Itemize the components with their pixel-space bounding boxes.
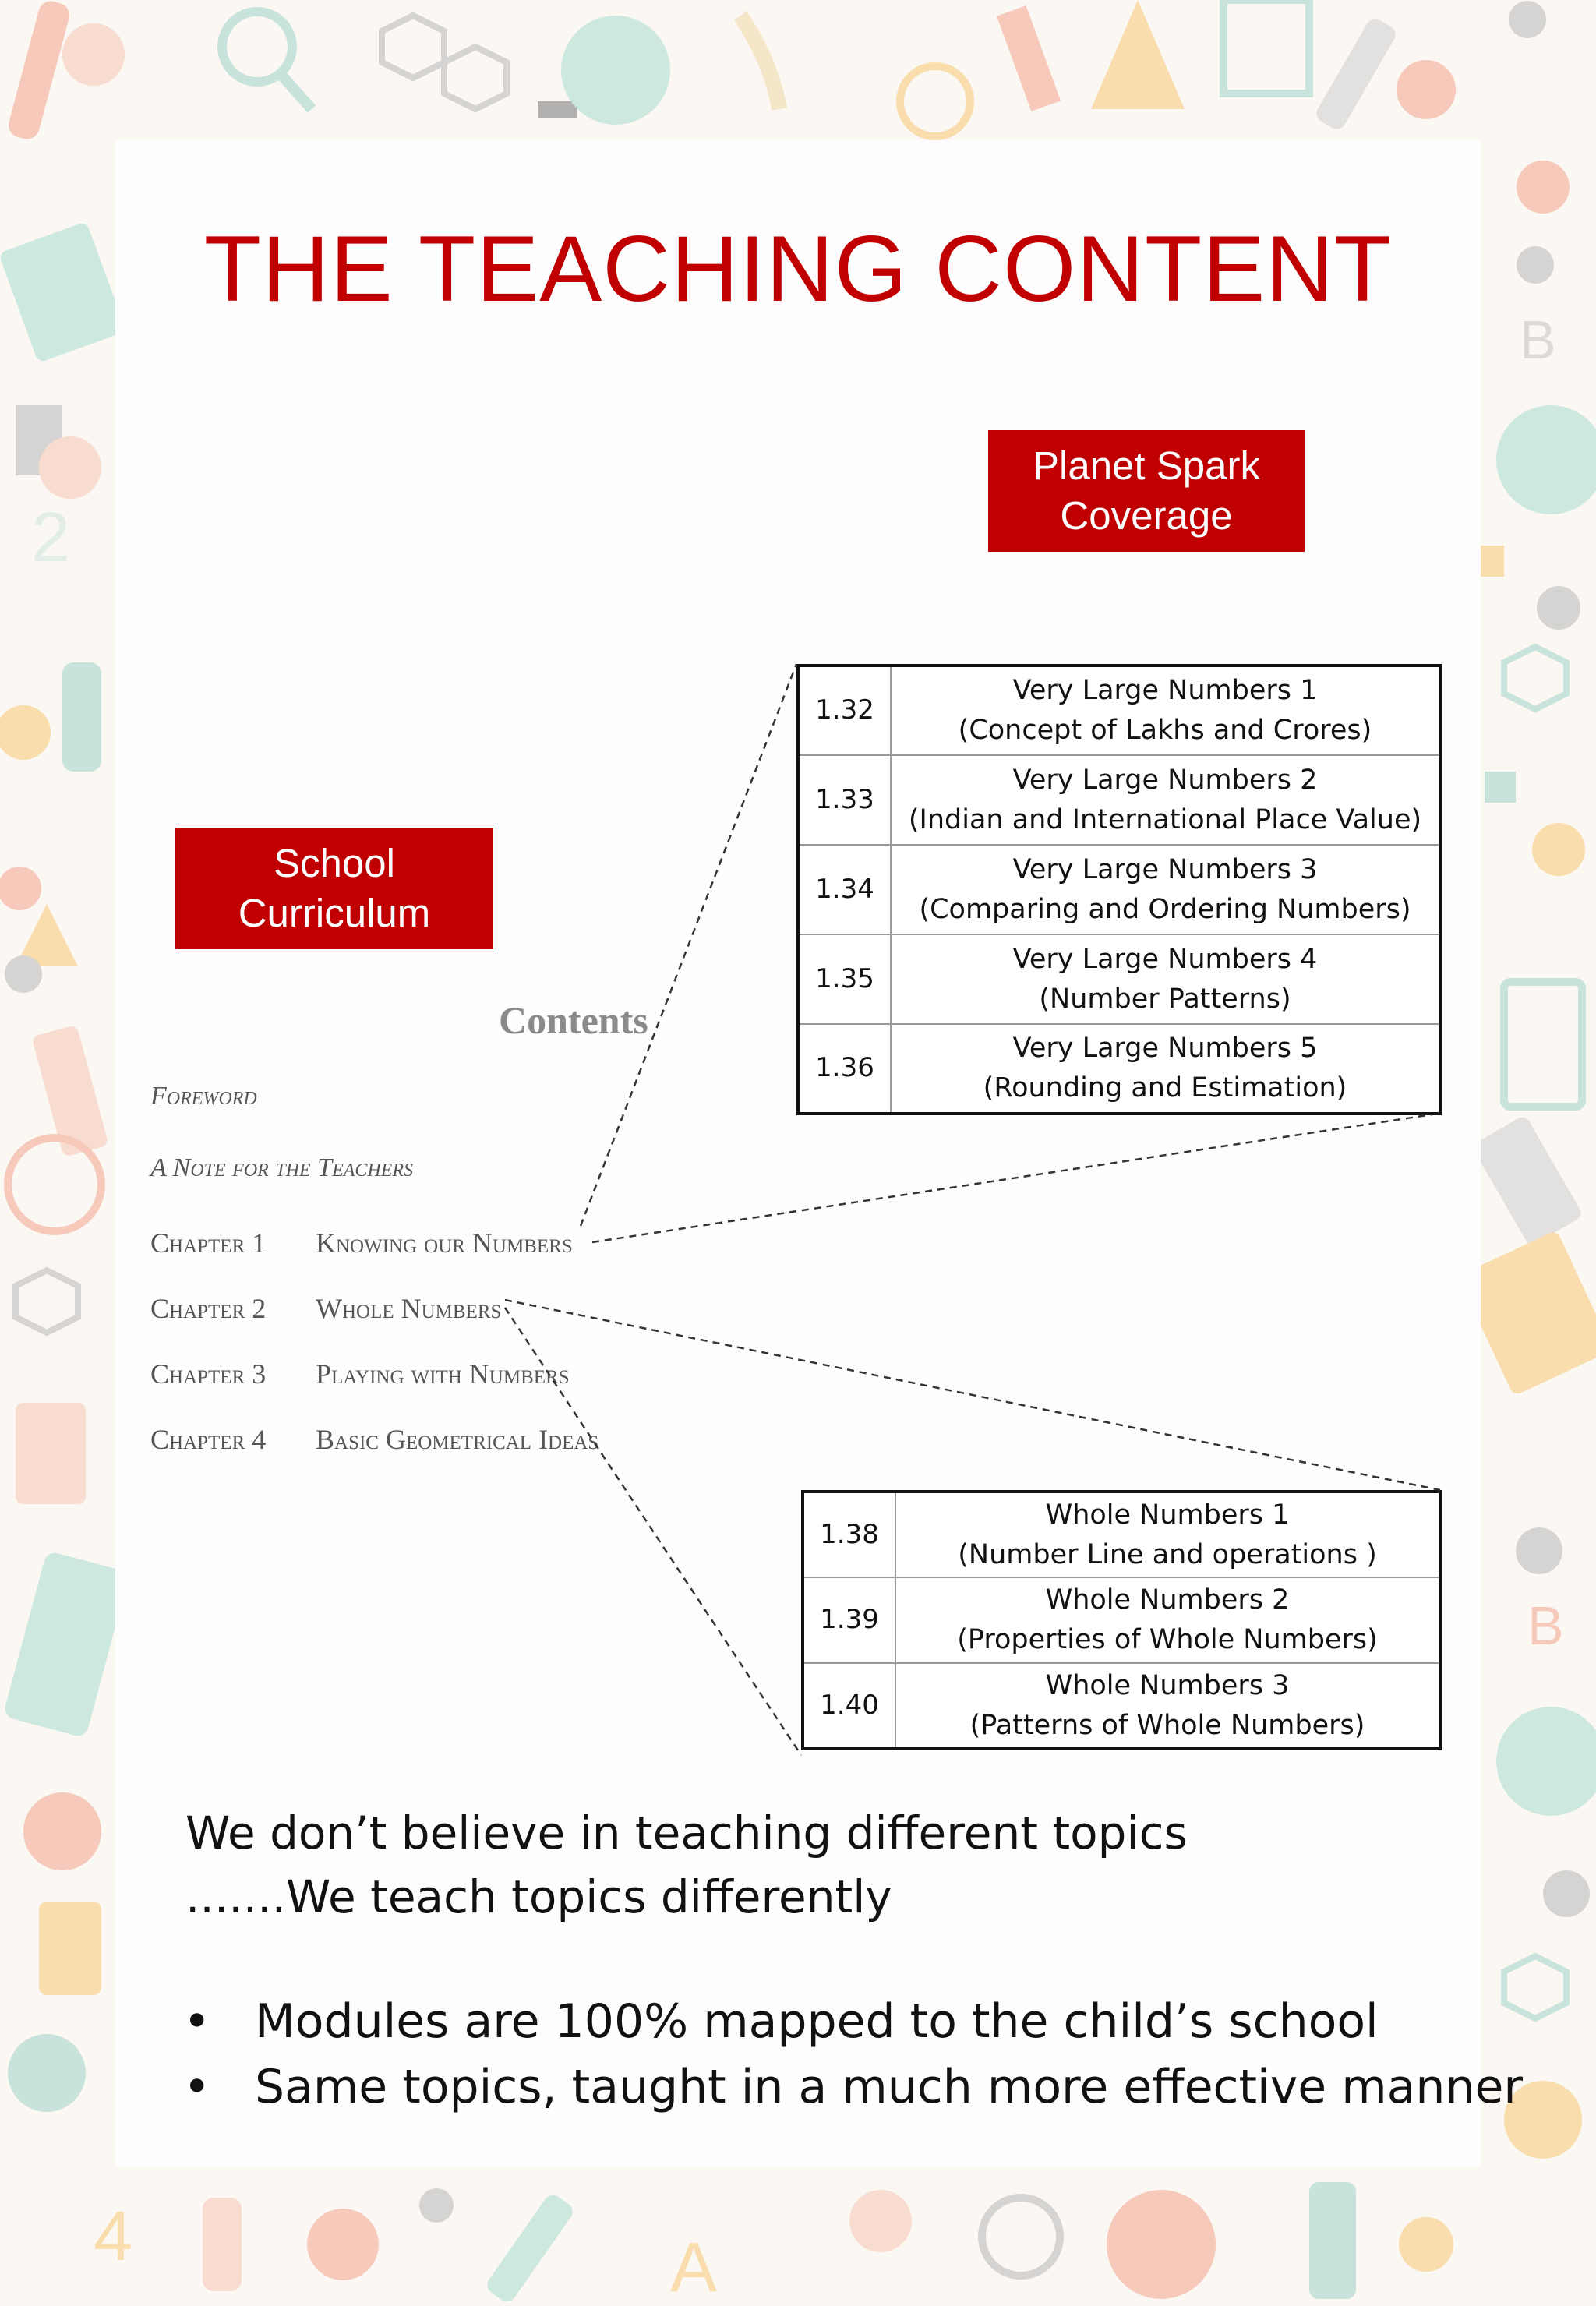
toc-chapter-2	[150, 1292, 266, 1325]
toc-chapter-1-title: Knowing our Numbers	[316, 1227, 573, 1259]
module-desc: (Concept of Lakhs and Crores)	[958, 715, 1372, 746]
toc-chapter-2-title: Whole Numbers	[316, 1293, 502, 1324]
module-code: 1.34	[798, 845, 891, 934]
module-name: Whole Numbers 2	[1045, 1584, 1290, 1616]
page-title: THE TEACHING CONTENT	[203, 217, 1393, 321]
chapter-label: Chapter	[150, 1358, 245, 1390]
module-cell	[891, 845, 1440, 934]
table-row	[798, 666, 1440, 755]
module-name: Whole Numbers 3	[1045, 1669, 1290, 1701]
module-desc: (Number Line and operations )	[958, 1538, 1377, 1570]
module-desc: (Rounding and Estimation)	[983, 1072, 1347, 1104]
module-code: 1.35	[798, 934, 891, 1024]
svg-text:2: 2	[31, 499, 71, 577]
module-desc: (Properties of Whole Numbers)	[957, 1624, 1378, 1655]
planet-spark-line1: Planet Spark	[1032, 443, 1260, 489]
tagline-line-2: .......We teach topics differently	[185, 1870, 892, 1923]
module-name: Very Large Numbers 1	[1012, 675, 1318, 707]
list-item: • Modules are 100% mapped to the child’s school	[183, 1989, 1523, 2054]
chapter-number: 1	[252, 1227, 267, 1259]
module-code: 1.38	[803, 1492, 895, 1577]
module-cell	[891, 934, 1440, 1024]
toc-chapter-3-title: Playing with Numbers	[316, 1358, 570, 1390]
svg-text:B: B	[1520, 309, 1556, 370]
module-desc: (Patterns of Whole Numbers)	[969, 1709, 1365, 1741]
table-row	[798, 934, 1440, 1024]
table-row	[803, 1492, 1440, 1577]
school-curriculum-line2: Curriculum	[238, 891, 431, 935]
module-code: 1.39	[803, 1577, 895, 1663]
toc-chapter-1	[150, 1227, 266, 1259]
svg-text:4: 4	[94, 2198, 133, 2276]
chapter-number: 2	[252, 1293, 267, 1324]
module-code: 1.33	[798, 755, 891, 845]
very-large-numbers-module-table	[796, 664, 1442, 1115]
chapter-label: Chapter	[150, 1293, 245, 1324]
table-row	[798, 845, 1440, 934]
module-cell	[891, 1024, 1440, 1114]
toc-foreword: Foreword	[150, 1082, 257, 1111]
chapter-label: Chapter	[150, 1424, 245, 1455]
module-desc: (Comparing and Ordering Numbers)	[919, 893, 1411, 925]
chapter-label: Chapter	[150, 1227, 245, 1259]
module-cell	[895, 1663, 1440, 1749]
module-cell	[891, 666, 1440, 755]
module-code: 1.40	[803, 1663, 895, 1749]
module-name: Very Large Numbers 3	[1012, 853, 1318, 885]
module-name: Very Large Numbers 2	[1012, 764, 1318, 796]
toc-chapter-4-title: Basic Geometrical Ideas	[316, 1424, 599, 1455]
module-cell	[895, 1577, 1440, 1663]
svg-text:B: B	[1527, 1595, 1564, 1656]
module-desc: (Number Patterns)	[1039, 983, 1291, 1015]
benefits-list	[183, 1989, 1523, 2120]
contents-heading: Contents	[499, 998, 648, 1042]
table-row	[798, 755, 1440, 845]
module-code: 1.36	[798, 1024, 891, 1114]
table-row	[803, 1663, 1440, 1749]
school-curriculum-label	[175, 828, 493, 949]
planet-spark-line2: Coverage	[1060, 493, 1233, 538]
planet-spark-coverage-label	[988, 430, 1305, 552]
module-code: 1.32	[798, 666, 891, 755]
chapter-number: 4	[252, 1424, 267, 1455]
module-name: Very Large Numbers 4	[1012, 943, 1318, 975]
toc-chapter-4	[150, 1423, 266, 1456]
toc-note-for-teachers: A Note for the Teachers	[150, 1153, 414, 1182]
module-cell	[895, 1492, 1440, 1577]
school-curriculum-line1: School	[274, 841, 395, 886]
list-item: • Same topics, taught in a much more effective manner	[183, 2054, 1523, 2120]
whole-numbers-module-table	[801, 1490, 1442, 1750]
table-row	[803, 1577, 1440, 1663]
table-row	[798, 1024, 1440, 1114]
module-name: Very Large Numbers 5	[1012, 1033, 1318, 1065]
tagline-line-1: We don’t believe in teaching different topics	[185, 1806, 1188, 1859]
svg-text:A: A	[670, 2229, 718, 2306]
chapter-number: 3	[252, 1358, 267, 1390]
module-cell	[891, 755, 1440, 845]
toc-chapter-3	[150, 1358, 266, 1390]
module-name: Whole Numbers 1	[1045, 1499, 1290, 1531]
module-desc: (Indian and International Place Value)	[908, 803, 1422, 835]
